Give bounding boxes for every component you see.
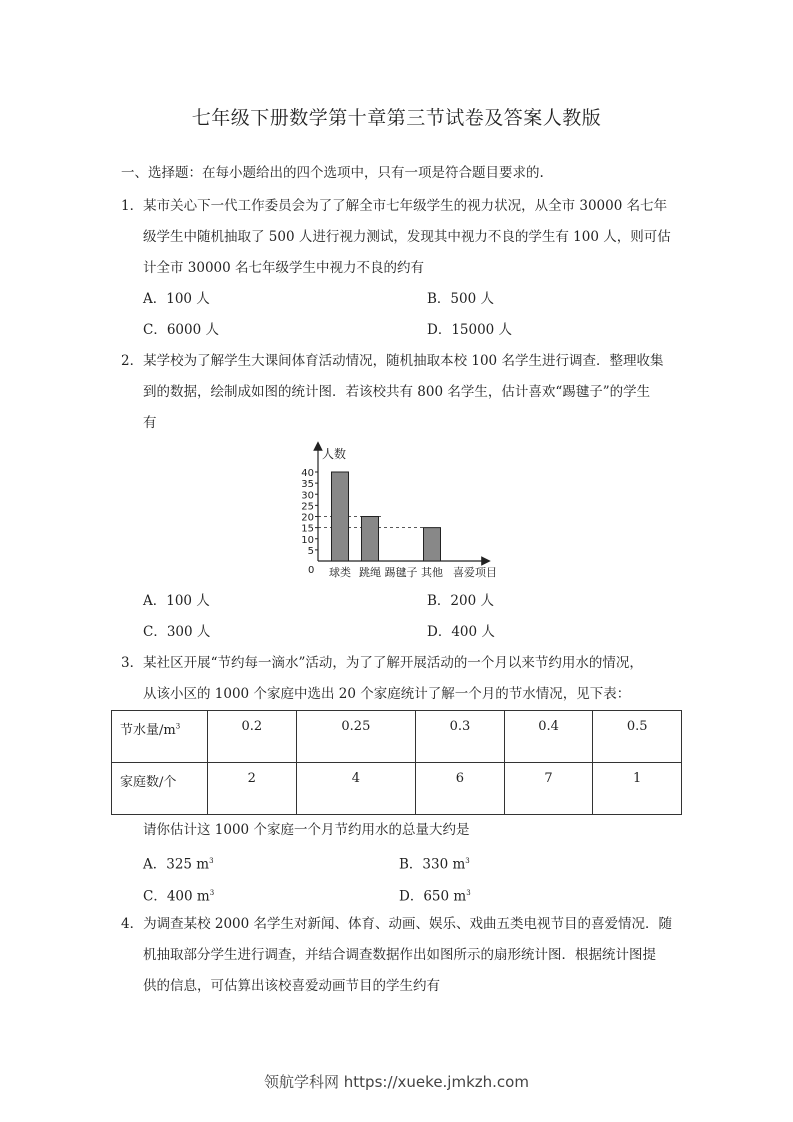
y-tick-label: 15 (301, 523, 314, 535)
q3-option-c: C．400 $m^3$ (143, 888, 215, 905)
y-tick-label: 30 (301, 490, 314, 502)
q2-line-1: 2．某学校为了解学生大课间体育活动情况，随机抽取本校 100 名学生进行调查．整理收集 (121, 353, 664, 369)
table-cell: 2 (208, 763, 297, 815)
table-cell: 4 (296, 763, 416, 815)
bar-chart (290, 440, 510, 585)
q1-line-1: 1．某市关心下一代工作委员会为了了解全市七年级学生的视力状况，从全市 30000 名七年 (121, 198, 668, 214)
q3-line-1: 3．某社区开展“节约每一滴水”活动，为了了解开展活动的一个月以来节约用水的情况， (121, 655, 643, 671)
table-row (112, 711, 682, 763)
y-tick-label: 40 (301, 468, 314, 479)
x-axis-label: 喜爱项目 (453, 566, 497, 579)
q3-option-a: A．325 $m^3$ (143, 856, 214, 873)
table-cell: 0.2 (208, 711, 297, 763)
q1-line-3: 计全市 30000 名七年级学生中视力不良的约有 (143, 260, 425, 276)
category-label: 其他 (421, 566, 443, 579)
q3-line-2: 从该小区的 1000 个家庭中选出 20 个家庭统计了解一个月的节水情况，见下表： (143, 686, 631, 702)
table-cell: 0.25 (296, 711, 416, 763)
q2-line-2: 到的数据，绘制成如图的统计图．若该校共有 800 名学生，估计喜欢“踢毽子”的学生 (143, 384, 651, 400)
q1-option-b: B．500 人 (427, 291, 494, 307)
q2-line-3: 有 (143, 415, 157, 431)
y-tick-label: 5 (307, 545, 314, 557)
y-tick-label: 10 (301, 534, 314, 546)
q3-option-b: B．330 $m^3$ (399, 856, 470, 873)
section-heading: 一、选择题：在每小题给出的四个选项中，只有一项是符合题目要求的. (121, 165, 544, 181)
bar (362, 517, 379, 562)
q3-option-d: D．650 $m^3$ (399, 888, 471, 905)
y-tick-label: 20 (301, 512, 314, 524)
table-cell: 0.3 (416, 711, 505, 763)
q2-option-a: A．100 人 (143, 593, 210, 609)
q4-line-2: 机抽取部分学生进行调查，并结合调查数据作出如图所示的扇形统计图．根据统计图提 (143, 947, 656, 963)
page-title: 七年级下册数学第十章第三节试卷及答案人教版 (191, 107, 602, 129)
q2-option-d: D．400 人 (427, 624, 495, 640)
y-axis-label: 人数 (322, 447, 347, 461)
category-label: 跳绳 (359, 566, 381, 579)
q2-option-c: C．300 人 (143, 624, 211, 640)
q1-option-d: D．15000 人 (427, 322, 513, 338)
origin-label: 0 (308, 565, 315, 576)
table-header-cell: 节水量$/m^3$ (112, 711, 208, 763)
bar (332, 472, 349, 561)
q1-option-c: C．6000 人 (143, 322, 219, 338)
table-cell: 7 (504, 763, 593, 815)
table-cell: 0.5 (593, 711, 682, 763)
table-cell: 0.4 (504, 711, 593, 763)
q1-line-2: 级学生中随机抽取了 500 人进行视力测试，发现其中视力不良的学生有 100 人，则可估 (143, 229, 671, 245)
q1-option-a: A．100 人 (143, 291, 210, 307)
table-row (112, 763, 682, 815)
y-tick-label: 25 (301, 501, 314, 513)
table-cell: 6 (416, 763, 505, 815)
q4-line-3: 供的信息，可估算出该校喜爱动画节目的学生约有 (143, 978, 440, 994)
q2-option-b: B．200 人 (427, 593, 494, 609)
category-label: 球类 (329, 566, 351, 579)
q4-line-1: 4．为调查某校 2000 名学生对新闻、体育、动画、娱乐、戏曲五类电视节目的喜爱情况．随 (121, 916, 673, 932)
category-label: 踢毽子 (384, 566, 418, 579)
water-saving-table (111, 710, 682, 815)
bar (424, 528, 441, 561)
table-header-cell: 家庭数/个 (112, 763, 208, 815)
footer-watermark: 领航学科网 https://xueke.jmkzh.com (264, 1073, 529, 1091)
y-tick-label: 35 (301, 479, 314, 491)
table-cell: 1 (593, 763, 682, 815)
q3-after-table: 请你估计这 1000 个家庭一个月节约用水的总量大约是 (143, 822, 470, 838)
